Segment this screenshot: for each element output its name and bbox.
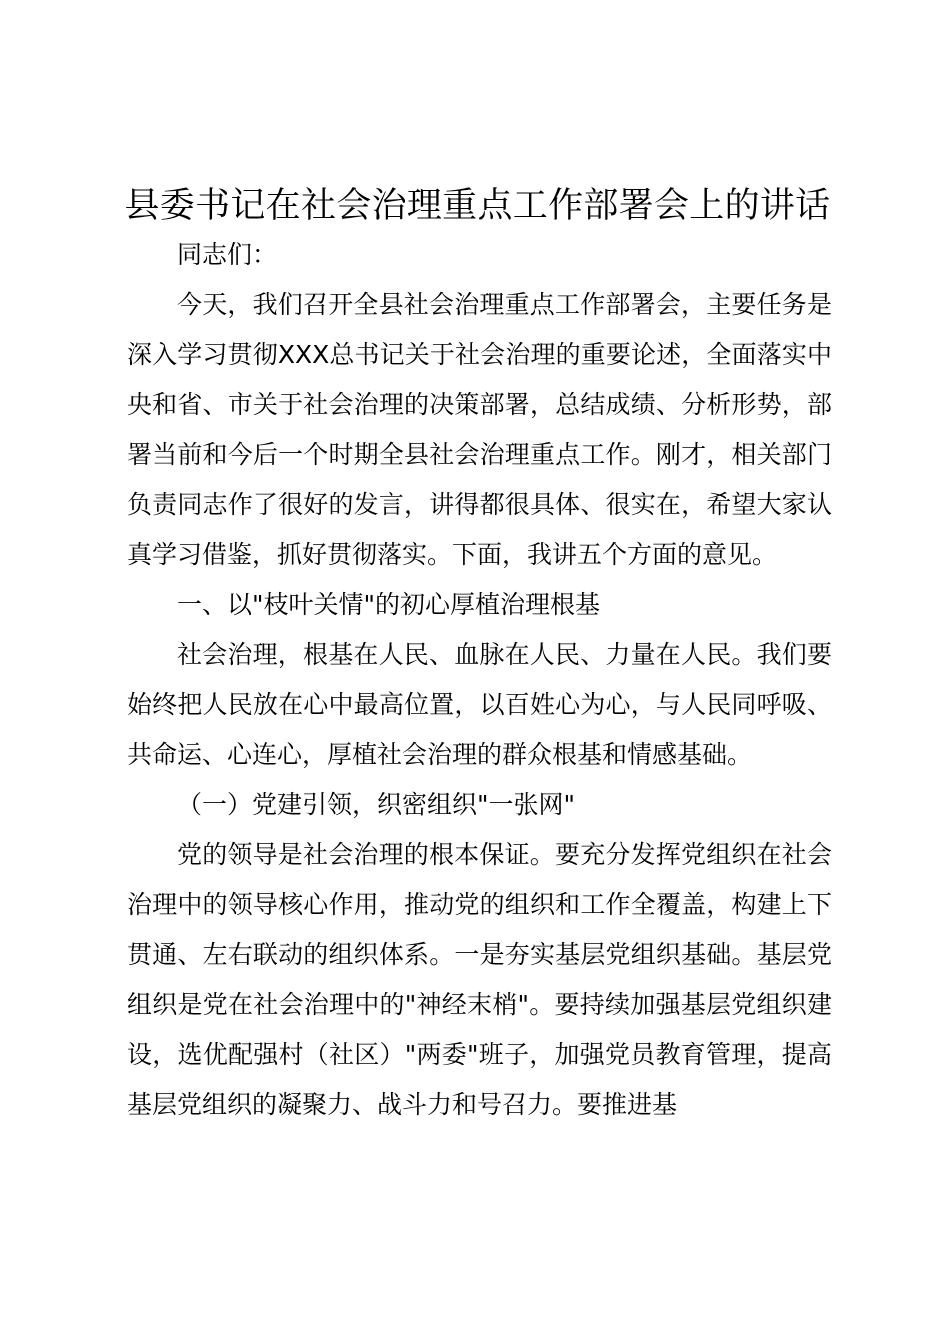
document-title: 县委书记在社会治理重点工作部署会上的讲话: [124, 186, 831, 226]
section-heading-1: 一、以"枝叶关情"的初心厚植治理根基: [177, 590, 600, 619]
paragraph-section-1: 社会治理，根基在人民、血脉在人民、力量在人民。我们要始终把人民放在心中最高位置，以百姓心为心，与人民同呼吸、共命运、心连心，厚植社会治理的群众根基和情感基础。: [127, 640, 832, 769]
document-body: [127, 230, 832, 1130]
salutation: 同志们：: [177, 240, 278, 269]
subsection-heading-1: （一）党建引领，织密组织"一张网": [177, 790, 575, 819]
paragraph-intro: 今天，我们召开全县社会治理重点工作部署会，主要任务是深入学习贯彻XXX总书记关于社会治理的重要论述，全面落实中央和省、市关于社会治理的决策部署，总结成绩、分析形势，部署当前和今后一个时期全县社会治理重点工作。刚才，相关部门负责同志作了很好的发言，讲得都很具体、很实在，希望大家认真学习借鉴，抓好贯彻落实。下面，我讲五个方面的意见。: [127, 290, 832, 569]
paragraph-subsection-1: 党的领导是社会治理的根本保证。要充分发挥党组织在社会治理中的领导核心作用，推动党的组织和工作全覆盖，构建上下贯通、左右联动的组织体系。一是夯实基层党组织基础。基层党组织是党在社会治理中的"神经末梢"。要持续加强基层党组织建设，选优配强村（社区）"两委"班子，加强党员教育管理，提高基层党组织的凝聚力、战斗力和号召力。要推进基: [127, 840, 832, 1119]
